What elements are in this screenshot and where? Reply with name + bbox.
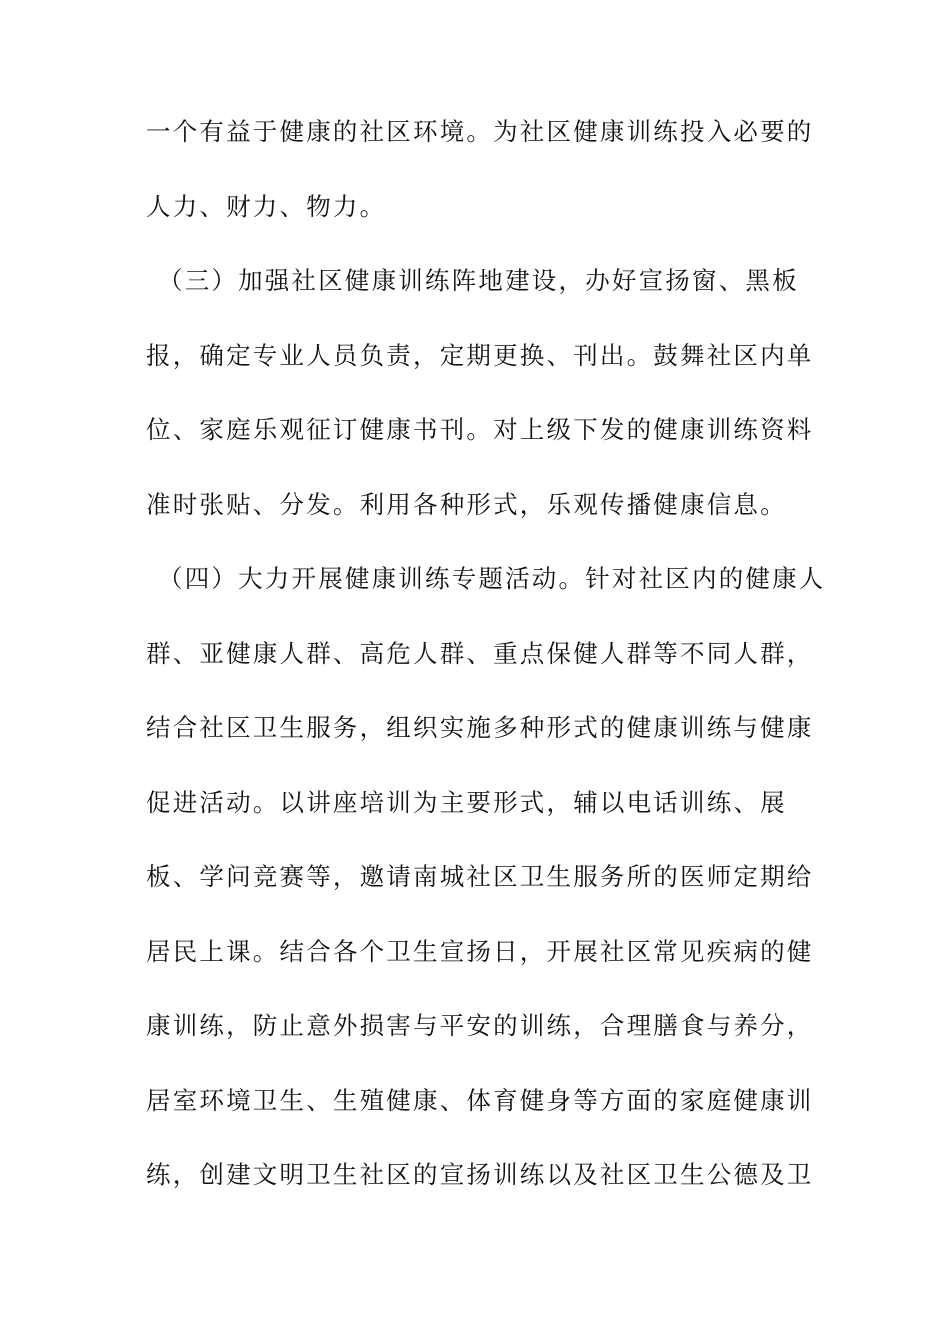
text-line: 一个有益于健康的社区环境。为社区健康训练投入必要的 [146, 117, 814, 146]
text-line: 位、家庭乐观征订健康书刊。对上级下发的健康训练资料 [146, 415, 814, 444]
text-line: （三）加强社区健康训练阵地建设，办好宣扬窗、黑板 [158, 266, 799, 295]
text-line: 练，创建文明卫生社区的宣扬训练以及社区卫生公德及卫 [146, 1160, 814, 1189]
text-line: 板、学问竞赛等，邀请南城社区卫生服务所的医师定期给 [146, 862, 814, 891]
text-line: 报，确定专业人员负责，定期更换、刊出。鼓舞社区内单 [146, 340, 814, 370]
text-line: 居室环境卫生、生殖健康、体育健身等方面的家庭健康训 [146, 1085, 814, 1115]
text-line: （四）大力开展健康训练专题活动。针对社区内的健康人 [158, 564, 826, 593]
text-line: 促进活动。以讲座培训为主要形式，辅以电话训练、展 [146, 787, 787, 817]
text-line: 准时张贴、分发。利用各种形式，乐观传播健康信息。 [146, 489, 787, 519]
text-line: 康训练，防止意外损害与平安的训练，合理膳食与养分， [146, 1011, 814, 1040]
text-line: 人力、财力、物力。 [146, 191, 387, 221]
text-line: 居民上课。结合各个卫生宣扬日，开展社区常见疾病的健 [146, 936, 814, 966]
text-line: 结合社区卫生服务，组织实施多种形式的健康训练与健康 [146, 713, 814, 742]
text-line: 群、亚健康人群、高危人群、重点保健人群等不同人群， [146, 638, 814, 668]
body-text [146, 104, 826, 1222]
